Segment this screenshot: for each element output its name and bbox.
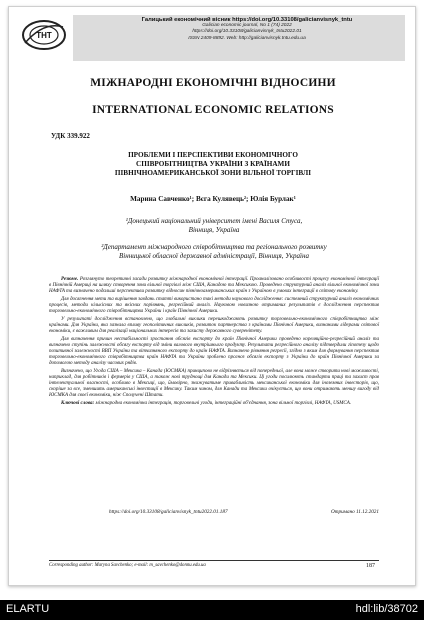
issn-line: ISSN 2409-8892. Web: http://galicianvisnyk.tntu.edu.ua [188, 35, 306, 41]
title-line: ПРОБЛЕМИ І ПЕРСПЕКТИВИ ЕКОНОМІЧНОГО [128, 151, 298, 159]
footer-divider [49, 560, 379, 561]
affiliation-1 [49, 217, 379, 235]
keywords-text: міжнародна економічна інтеграція, торговельні угоди, інтеграційні об'єднання, зона вільної торгівлі, НАФТА, USMCA. [95, 400, 352, 406]
udk-code: УДК 339.922 [51, 132, 90, 140]
section-title-en: INTERNATIONAL ECONOMIC RELATIONS [92, 104, 334, 116]
repository-name[interactable]: ELARTU [6, 603, 50, 615]
authors: Марина Савченко¹; Вєга Кулявець²; Юлія Бурлак¹ [130, 195, 296, 203]
journal-page [8, 6, 416, 586]
issue-doi-line: https://doi.org/10.33108/galicianvisnyk_tntu2022.01 [192, 29, 302, 35]
handle-id[interactable]: hdl:lib/38702 [355, 603, 418, 615]
affiliation-2-line-1: ²Департамент міжнародного співробітництва та регіонального розвитку [101, 243, 327, 251]
received-date: Отримано 11.12.2021 [330, 509, 379, 515]
abstract-paragraph: Визначено, що Угода США – Мексика – Канада (ЮСМКА) принципово не відрізняється від попередньої, але вона може створити нові можливості, наприклад, для робітників і фермерів у США, а також нові труднощі для Канади та Мексики. Ці угоди посилюють стандарти праці та захист прав інтелектуальної власності, особливо в Мексиці, що, ймовірно, знижуватиме привабливість мексиканської економіки для іноземних інвесторів, що, скоріше за все, зменшить американські інвестиції в Мексику. Таким чином, для Канади та Мексики очікується, що вони отримають меншу вигоду від ЮСМКА для своєї економіки, ніж Сполучені Штати. [49, 368, 379, 399]
abstract-paragraph [49, 277, 379, 295]
corresponding-author: Corresponding author: Maryna Savchenko; e-mail: m_savchenko@donnu.edu.ua [49, 563, 206, 568]
abstract-paragraph: У результаті дослідження встановлено, що глобальні виклики перешкоджають розвитку торговельно-економічного співробітництва між країнами. Для України, яка зазнала впливу геополітичних викликів, розвиток партнерства з країнами Північної Америки, визнаними лідерами світової економіки, є важливим для реалізації національних інтересів та захисту державного суверенітету. [49, 316, 379, 334]
page-number: 187 [366, 563, 375, 569]
keywords [49, 401, 379, 407]
header-band [73, 15, 405, 61]
abstract-paragraph: Для досягнення мети та вирішення завдань статті використано такі методи наукового дослідження: системний структурний аналіз економічних процесів, методи кількісних та якісних порівнянь, регресійний аналіз. Науковою новизною отриманих результатів є дослідження перспектив торговельно-економічного співробітництва України і країн Північної Америки. [49, 296, 379, 315]
logo-text: ТНТ [36, 31, 52, 40]
title-line: ПІВНІЧНОАМЕРИКАНСЬКОЇ ЗОНИ ВІЛЬНОЇ ТОРГІВЛІ [114, 169, 312, 178]
affiliation-1-line-1: ¹Донецький національний університет імені Василя Стуса, [125, 217, 303, 225]
abstract-text: Розглянуто теоретичні засади розвитку міжнародної економічної інтеграції. Проаналізовано особливості процесу економічної інтеграції в Північній Америці на шляху створення зони вільної торгівлі між США, Канадою та Мексикою. Проведено структурний аналіз вільної економічної зони НАФТА та визначено подальші перспективи розвитку відносин північноамериканських країн з Україною в умовах інтеграції в світову економіку. [49, 277, 379, 295]
journal-logo-icon [21, 17, 67, 53]
article-doi-link[interactable]: https://doi.org/10.33108/galicianvisnyk_tntu2022.01.187 [109, 509, 228, 515]
keywords-label: Ключові слова: [61, 400, 95, 406]
journal-header [21, 15, 405, 65]
journal-en-line: Galician economic journal, No 1 (74) 2022 [202, 23, 292, 29]
abstract-label: Резюме. [61, 277, 79, 282]
affiliation-1-line-2: Вінниця, Україна [188, 226, 240, 234]
abstract [49, 277, 379, 408]
article-title [59, 151, 367, 179]
journal-title-line: Галицький економічний вісник https://doi.org/10.33108/galicianvisnyk_tntu [141, 17, 353, 23]
title-line: СПІВРОБІТНИЦТВА УКРАЇНИ З КРАЇНАМИ [136, 160, 290, 169]
affiliation-2 [49, 243, 379, 261]
affiliation-2-line-2: Вінницької обласної державної адміністрації, Вінниця, Україна [119, 252, 309, 260]
repository-bar [0, 600, 424, 620]
section-title-uk: МІЖНАРОДНІ ЕКОНОМІЧНІ ВІДНОСИНИ [90, 77, 336, 89]
abstract-paragraph: Для визначення причин нестабільності зростання обсягів експорту до країн Північної Америки проведено кореляційно-регресійний аналіз та визначено ступінь залежності обсягу експорту від зміни валового внутрішнього продукту. Результати регресійного аналізу підтвердили гіпотезу щодо позитивної залежності ВВП України та вітчизняного експорту до країн НАФТА. Визначено рівняння регресії, згідно з яким для формування перспектив торговельно-економічного співробітництва країн НАФТА та України зроблено прогноз обсягів експорту з України до країн Північної Америки за допомогою методу аналізу часових рядів. [49, 336, 379, 366]
